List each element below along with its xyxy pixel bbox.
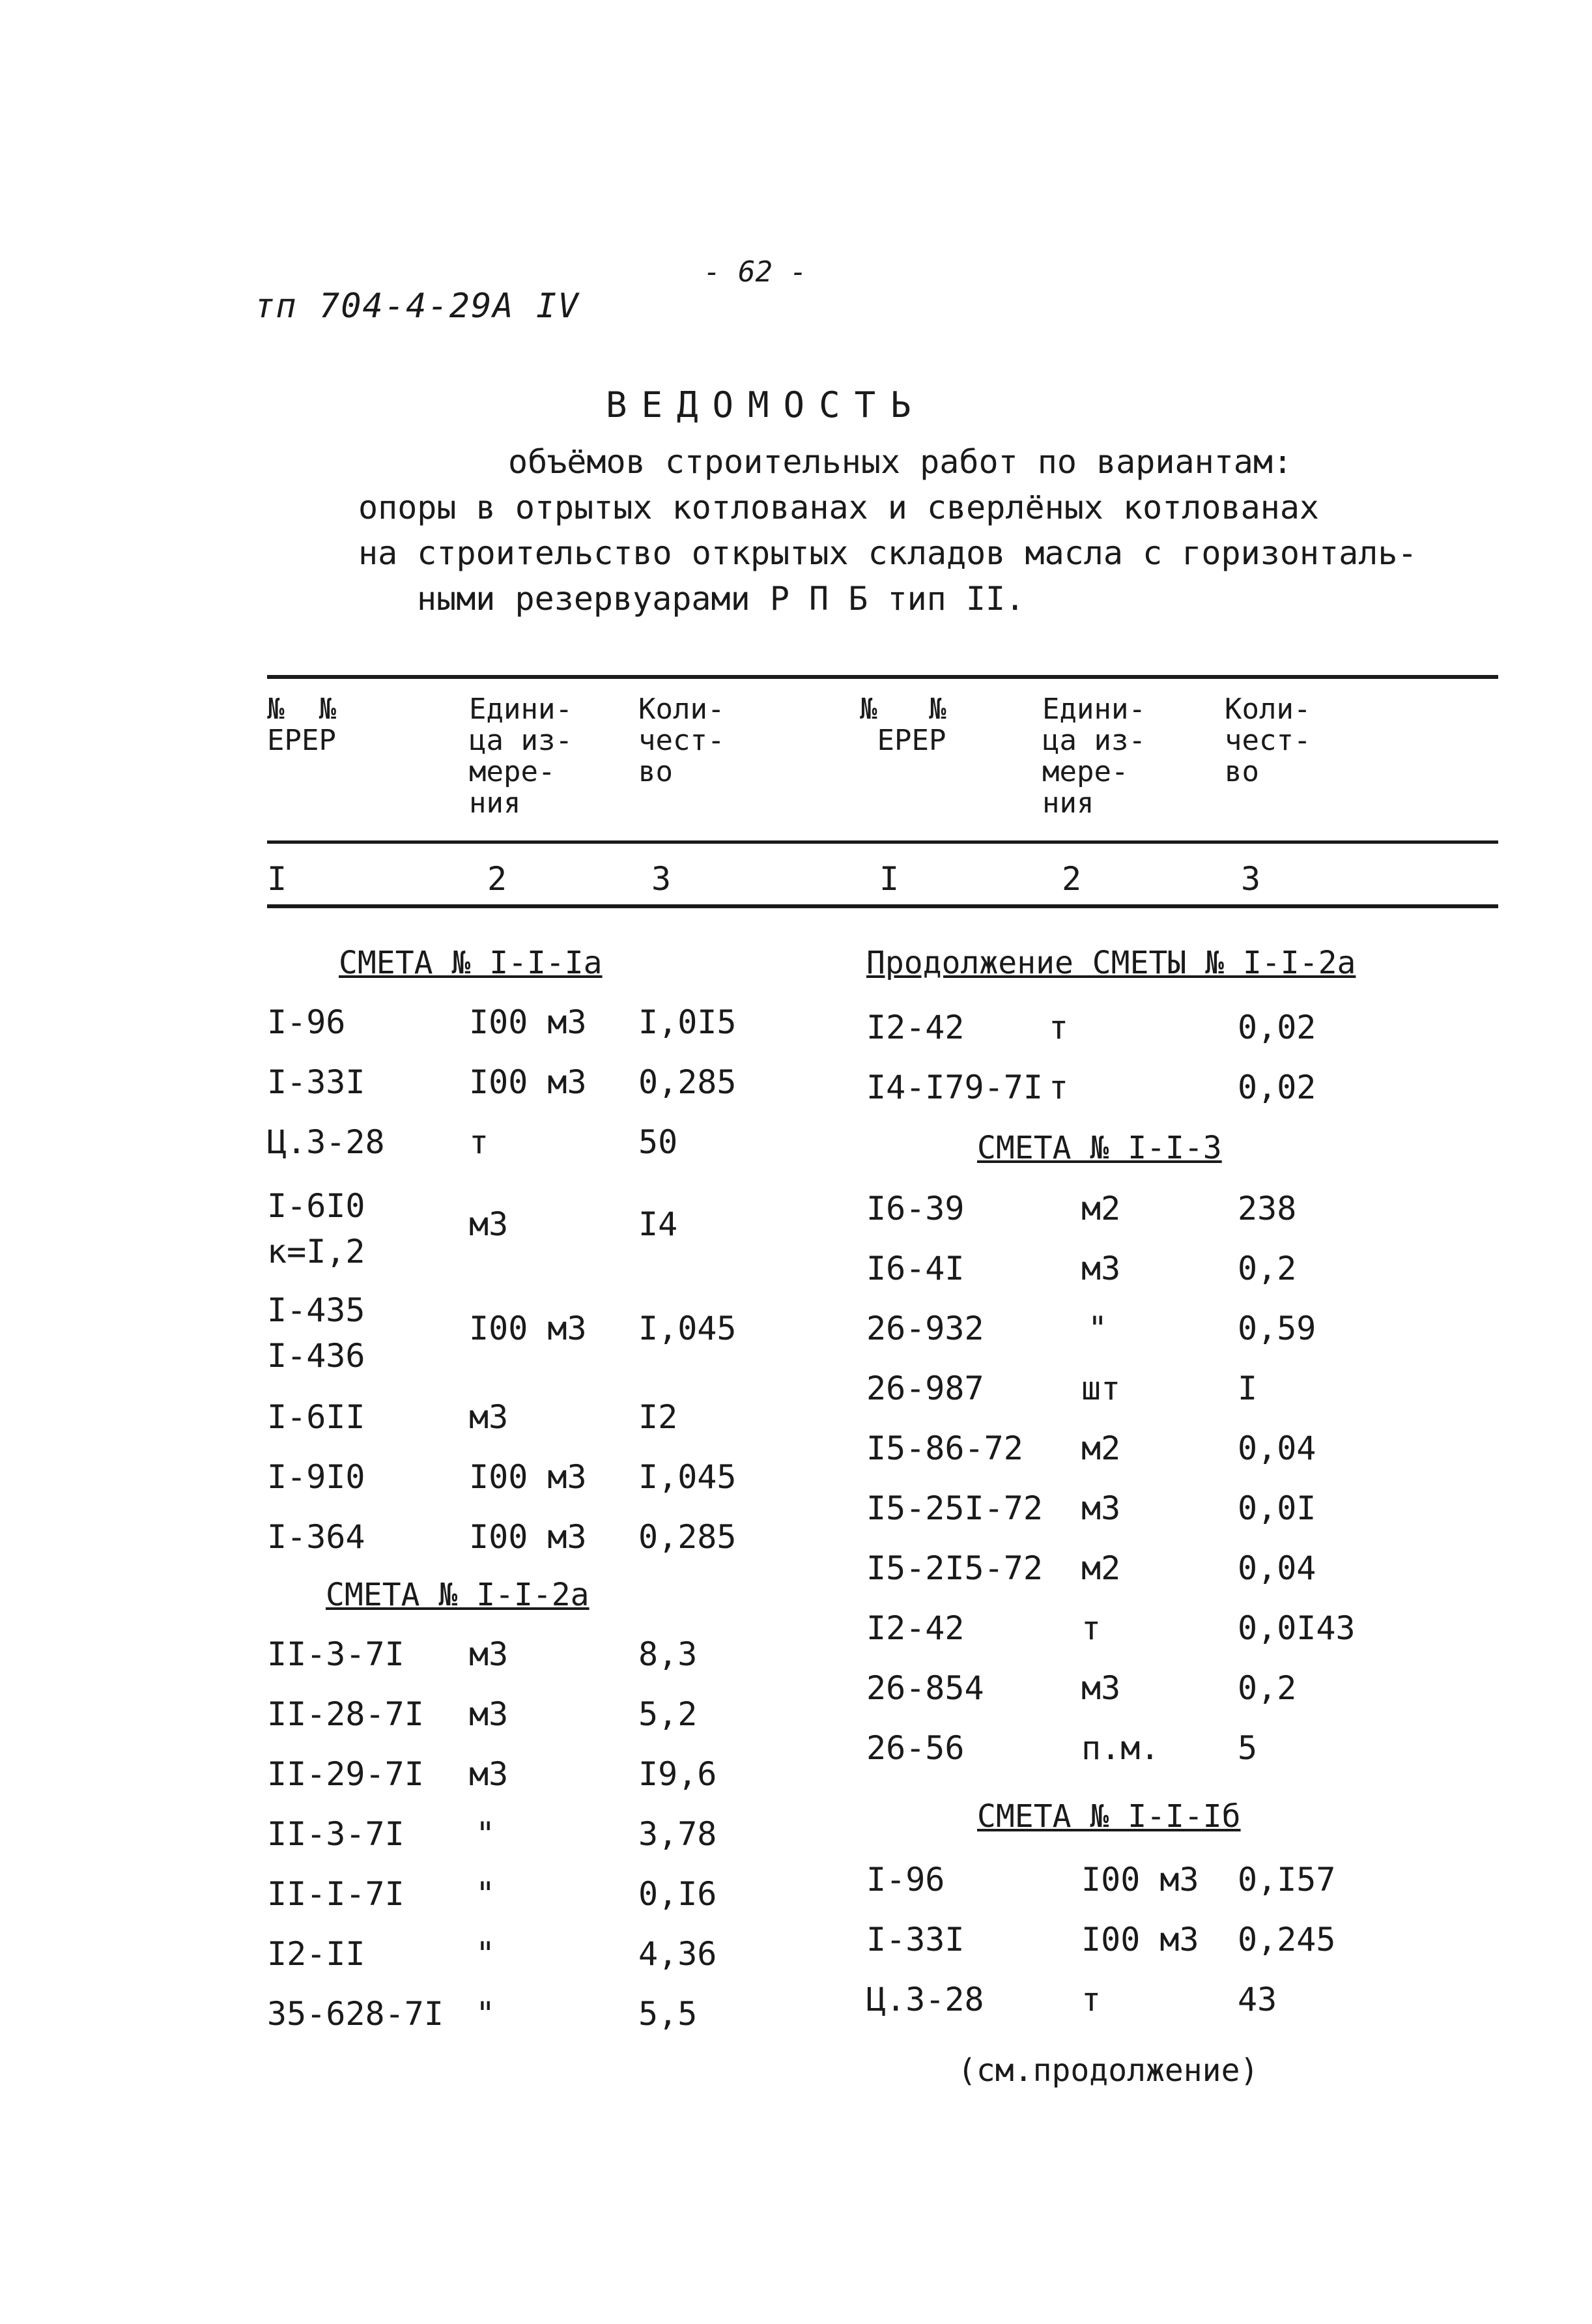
qty-cell: 5,5 bbox=[638, 1995, 698, 2033]
code-cell: I-33I bbox=[267, 1063, 365, 1101]
unit-cell: м3 bbox=[469, 1398, 509, 1436]
header-code: № № ЕРЕР bbox=[267, 693, 336, 757]
unit-cell: м3 bbox=[469, 1205, 509, 1243]
estimate-title: СМЕТА № I-I-Iа bbox=[339, 945, 603, 981]
code-cell: I6-39 bbox=[866, 1190, 965, 1227]
code-cell: I-33I bbox=[866, 1921, 965, 1958]
code-cell: I-9I0 bbox=[267, 1458, 365, 1496]
ditto-mark: " bbox=[476, 1815, 496, 1853]
estimate-title: СМЕТА № I-I-2а bbox=[326, 1577, 590, 1613]
qty-cell: 0,2 bbox=[1238, 1669, 1297, 1707]
qty-cell: 5,2 bbox=[638, 1695, 698, 1733]
code-cell: 26-854 bbox=[866, 1669, 984, 1707]
code-cell: II-29-7I bbox=[267, 1755, 424, 1793]
unit-cell: I00 м3 bbox=[1081, 1861, 1199, 1899]
code-cell: I5-25I-72 bbox=[866, 1489, 1043, 1527]
ditto-mark: " bbox=[476, 1935, 496, 1973]
code-cell: I6-4I bbox=[866, 1250, 965, 1287]
code-cell: I5-86-72 bbox=[866, 1429, 1023, 1467]
code-cell: 26-56 bbox=[866, 1729, 965, 1767]
qty-cell: I,045 bbox=[638, 1310, 737, 1347]
unit-cell: I00 м3 bbox=[469, 1003, 587, 1041]
unit-cell: I00 м3 bbox=[1081, 1921, 1199, 1958]
unit-cell: т bbox=[1081, 1981, 1102, 2018]
subtitle-line: на строительство открытых складов масла с горизонталь- bbox=[358, 534, 1417, 572]
unit-cell: м2 bbox=[1081, 1429, 1121, 1467]
unit-cell: м3 bbox=[1081, 1250, 1121, 1287]
unit-cell: шт bbox=[1081, 1370, 1121, 1407]
qty-cell: 0,02 bbox=[1238, 1069, 1316, 1106]
subtitle-line: ными резервуарами Р П Б тип II. bbox=[417, 580, 1025, 618]
qty-cell: 0,2 bbox=[1238, 1250, 1297, 1287]
header-code: № № ЕРЕР bbox=[860, 693, 946, 757]
code-cell: Ц.3-28 bbox=[267, 1123, 385, 1161]
code-cell: I-6I0 к=I,2 bbox=[267, 1187, 365, 1270]
table-top-rule bbox=[267, 675, 1498, 679]
code-cell: I-435 I-436 bbox=[267, 1291, 365, 1375]
estimate-title: СМЕТА № I-I-Iб bbox=[977, 1798, 1241, 1835]
code-cell: I-96 bbox=[866, 1861, 945, 1899]
qty-cell: I9,6 bbox=[638, 1755, 717, 1793]
header-unit: Едини- ца из- мере- ния bbox=[1042, 693, 1146, 820]
header-unit: Едини- ца из- мере- ния bbox=[469, 693, 573, 820]
qty-cell: 3,78 bbox=[638, 1815, 717, 1853]
ditto-mark: " bbox=[476, 1875, 496, 1913]
code-cell: 35-628-7I bbox=[267, 1995, 444, 2033]
code-cell: II-3-7I bbox=[267, 1635, 405, 1673]
estimate-title: СМЕТА № I-I-3 bbox=[977, 1130, 1222, 1166]
code-cell: II-3-7I bbox=[267, 1815, 405, 1853]
unit-cell: т bbox=[1049, 1069, 1069, 1106]
code-cell: I2-42 bbox=[866, 1609, 965, 1647]
qty-cell: 238 bbox=[1238, 1190, 1297, 1227]
qty-cell: 0,0I bbox=[1238, 1489, 1316, 1527]
qty-cell: 43 bbox=[1238, 1981, 1277, 2018]
qty-cell: I bbox=[1238, 1370, 1258, 1407]
column-number: I bbox=[267, 860, 287, 898]
qty-cell: 0,I6 bbox=[638, 1875, 717, 1913]
unit-cell: т bbox=[469, 1123, 489, 1161]
continuation-note: (см.продолжение) bbox=[958, 2052, 1259, 2089]
unit-cell: м2 bbox=[1081, 1190, 1121, 1227]
subtitle-line: объёмов строительных работ по вариантам: bbox=[508, 443, 1293, 481]
ditto-mark: " bbox=[1088, 1310, 1108, 1347]
code-cell: I-96 bbox=[267, 1003, 346, 1041]
qty-cell: 0,0I43 bbox=[1238, 1609, 1356, 1647]
column-number: 3 bbox=[1241, 860, 1261, 898]
code-cell: I4-I79-7I bbox=[866, 1069, 1043, 1106]
page-number: - 62 - bbox=[704, 255, 807, 289]
code-cell: Ц.3-28 bbox=[866, 1981, 984, 2018]
ditto-mark: " bbox=[476, 1995, 496, 2033]
unit-cell: м2 bbox=[1081, 1549, 1121, 1587]
estimate-title: Продолжение СМЕТЫ № I-I-2а bbox=[866, 945, 1356, 981]
document-title: ВЕДОМОСТЬ bbox=[606, 384, 926, 425]
unit-cell: I00 м3 bbox=[469, 1063, 587, 1101]
qty-cell: 50 bbox=[638, 1123, 678, 1161]
column-number: I bbox=[879, 860, 900, 898]
unit-cell: п.м. bbox=[1081, 1729, 1160, 1767]
code-cell: 26-987 bbox=[866, 1370, 984, 1407]
qty-cell: I,045 bbox=[638, 1458, 737, 1496]
column-number: 2 bbox=[487, 860, 507, 898]
header-bottom-rule bbox=[267, 840, 1498, 844]
code-cell: I-6II bbox=[267, 1398, 365, 1436]
column-number: 2 bbox=[1062, 860, 1082, 898]
subtitle-line: опоры в отрытых котлованах и сверлёных котлованах bbox=[358, 489, 1320, 526]
code-cell: II-28-7I bbox=[267, 1695, 424, 1733]
qty-cell: 0,I57 bbox=[1238, 1861, 1336, 1899]
header-qty: Коли- чест- во bbox=[1225, 693, 1311, 788]
document-code: тп 704-4-29А IV bbox=[254, 287, 580, 326]
unit-cell: I00 м3 bbox=[469, 1458, 587, 1496]
column-number-rule bbox=[267, 904, 1498, 908]
unit-cell: т bbox=[1081, 1609, 1102, 1647]
code-cell: I-364 bbox=[267, 1518, 365, 1556]
code-cell: II-I-7I bbox=[267, 1875, 405, 1913]
qty-cell: 0,245 bbox=[1238, 1921, 1336, 1958]
qty-cell: 0,285 bbox=[638, 1063, 737, 1101]
code-cell: I2-42 bbox=[866, 1009, 965, 1046]
qty-cell: I2 bbox=[638, 1398, 678, 1436]
unit-cell: I00 м3 bbox=[469, 1518, 587, 1556]
qty-cell: 0,02 bbox=[1238, 1009, 1316, 1046]
code-cell: I2-II bbox=[267, 1935, 365, 1973]
unit-cell: м3 bbox=[1081, 1669, 1121, 1707]
unit-cell: м3 bbox=[469, 1635, 509, 1673]
column-number: 3 bbox=[651, 860, 672, 898]
code-cell: I5-2I5-72 bbox=[866, 1549, 1043, 1587]
unit-cell: т bbox=[1049, 1009, 1069, 1046]
code-cell: 26-932 bbox=[866, 1310, 984, 1347]
qty-cell: 0,285 bbox=[638, 1518, 737, 1556]
qty-cell: 4,36 bbox=[638, 1935, 717, 1973]
qty-cell: I4 bbox=[638, 1205, 678, 1243]
qty-cell: 0,59 bbox=[1238, 1310, 1316, 1347]
unit-cell: I00 м3 bbox=[469, 1310, 587, 1347]
qty-cell: 8,3 bbox=[638, 1635, 698, 1673]
qty-cell: 0,04 bbox=[1238, 1429, 1316, 1467]
qty-cell: I,0I5 bbox=[638, 1003, 737, 1041]
qty-cell: 5 bbox=[1238, 1729, 1258, 1767]
header-qty: Коли- чест- во bbox=[638, 693, 725, 788]
qty-cell: 0,04 bbox=[1238, 1549, 1316, 1587]
unit-cell: м3 bbox=[1081, 1489, 1121, 1527]
unit-cell: м3 bbox=[469, 1755, 509, 1793]
unit-cell: м3 bbox=[469, 1695, 509, 1733]
